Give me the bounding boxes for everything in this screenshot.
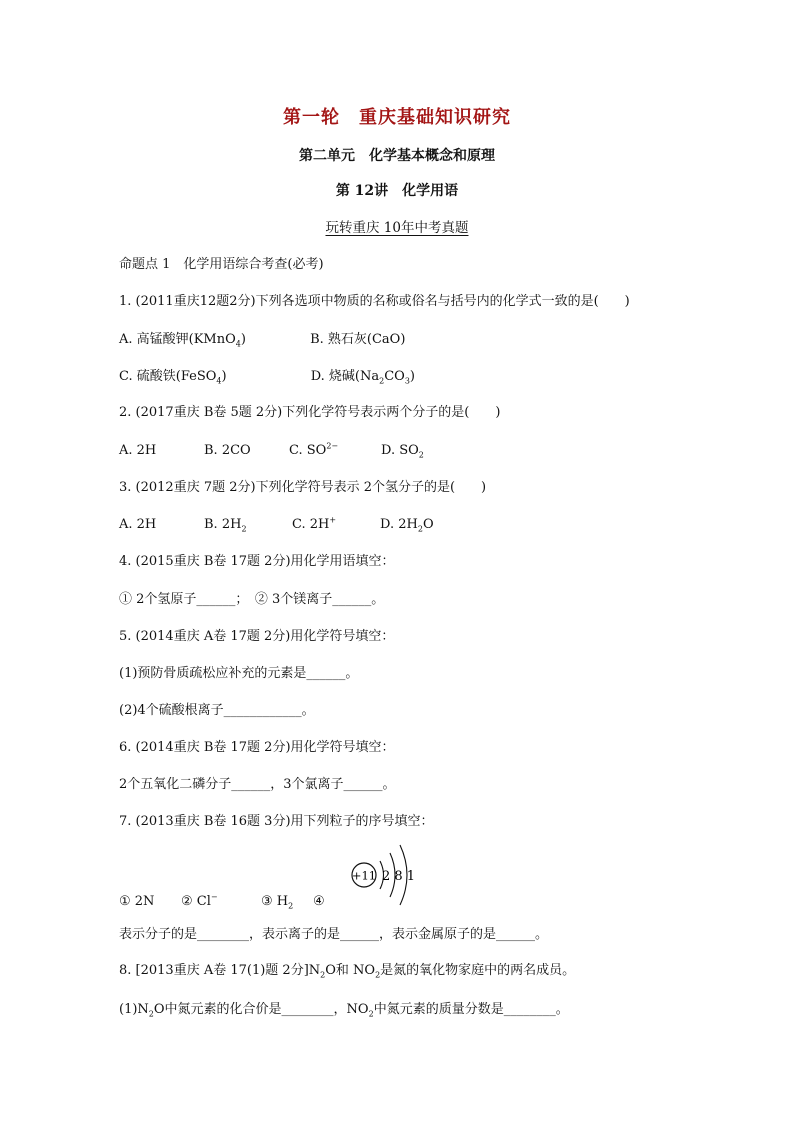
- q2-options: [119, 442, 424, 460]
- q5-stem: 5. (2014重庆 A卷 17题 2分)用化学符号填空：: [119, 629, 395, 644]
- q2-option-c-text: C. SO: [289, 443, 327, 458]
- q8-stem-sub1: 2: [320, 970, 326, 980]
- q1-option-d-text: D. 烧碱(Na: [310, 369, 380, 384]
- q7-answer-line: 表示分子的是________，表示离子的是______，表示金属原子的是______。: [119, 927, 549, 942]
- q8-part1-sub1: 2: [148, 1009, 154, 1019]
- electron-counts: 2 8 1: [382, 869, 416, 884]
- q7-option-3-sub: 2: [288, 901, 294, 911]
- topic-heading: 命题点 1 化学用语综合考查(必考): [119, 257, 324, 272]
- q1-option-d-tail: ): [409, 369, 415, 384]
- q1-option-c-text: C. 硫酸铁(FeSO: [119, 369, 217, 384]
- q3-stem: 3. (2012重庆 7题 2分)下列化学符号表示 2个氢分子的是( ): [119, 480, 487, 495]
- lecture-title: 第 12讲 化学用语: [335, 183, 459, 199]
- q8-part1-mid: O中氮元素的化合价是________，NO: [153, 1002, 369, 1017]
- q1-options-row1: [119, 331, 405, 349]
- q2-option-c-sup: 2−: [326, 441, 339, 451]
- q3-option-c-sup: +: [329, 515, 337, 525]
- unit-title: 第二单元 化学基本概念和原理: [299, 148, 495, 164]
- q7-option-2-sup: −: [210, 892, 218, 902]
- q8-part1-sub2: 2: [368, 1009, 374, 1019]
- q6-stem: 6. (2014重庆 B卷 17题 2分)用化学符号填空：: [119, 740, 395, 755]
- q3-option-d: [380, 516, 434, 534]
- q2-option-c: [289, 442, 381, 460]
- q1-option-c-sub: 4: [216, 376, 222, 386]
- q8-stem-mid: O和 NO: [325, 963, 376, 978]
- q7-options: [119, 893, 325, 911]
- q1-option-a-tail: ): [240, 332, 246, 347]
- q3-option-a: A. 2H: [119, 517, 157, 532]
- q3-option-c-text: C. 2H: [292, 517, 330, 532]
- q2-option-a: A. 2H: [119, 443, 157, 458]
- q7-option-4: ④: [313, 894, 325, 909]
- q3-option-b-sub: 2: [241, 524, 247, 534]
- q8-stem-text: 8. [2013重庆 A卷 17(1)题 2分]N: [119, 963, 321, 978]
- q8-part1: [119, 1001, 569, 1019]
- q1-stem: 1. (2011重庆12题2分)下列各选项中物质的名称或俗名与括号内的化学式一致的是( ): [119, 294, 630, 309]
- q1-option-d-sub1: 2: [379, 376, 385, 386]
- q1-option-c: [119, 368, 227, 386]
- q8-stem-sub2: 2: [375, 970, 381, 980]
- q1-option-a: [119, 331, 246, 349]
- main-title: 第一轮 重庆基础知识研究: [283, 107, 511, 128]
- section-title-text: 玩转重庆 10年中考真题: [325, 220, 469, 236]
- nucleus-charge: +11: [351, 868, 377, 883]
- q7-option-2: [181, 893, 261, 911]
- q1-option-a-sub: 4: [235, 339, 241, 349]
- q7-option-1: ① 2N: [119, 894, 155, 909]
- q5-part2: (2)4个硫酸根离子____________。: [119, 703, 315, 718]
- q2-option-b: B. 2CO: [204, 443, 251, 458]
- q3-option-b-text: B. 2H: [204, 517, 242, 532]
- q8-part1-tail: 中氮元素的质量分数是________。: [373, 1002, 569, 1017]
- q3-options: [119, 516, 434, 534]
- q3-option-d-sub: 2: [417, 524, 423, 534]
- q3-option-d-tail: O: [422, 517, 434, 532]
- q4-blanks: ① 2个氢原子______； ② 3个镁离子______。: [119, 592, 385, 607]
- q1-options-row2: [119, 368, 415, 386]
- atom-structure-diagram: [340, 835, 440, 915]
- q2-stem: 2. (2017重庆 B卷 5题 2分)下列化学符号表示两个分子的是( ): [119, 405, 501, 420]
- q2-option-d-sub: 2: [418, 450, 424, 460]
- q7-option-3: [261, 893, 313, 911]
- q2-option-d-text: D. SO: [381, 443, 419, 458]
- q8-stem: [119, 962, 575, 980]
- q3-option-c: [292, 516, 380, 534]
- q7-option-3-text: ③ H: [261, 894, 289, 909]
- q8-stem-tail: 是氮的氧化物家庭中的两名成员。: [380, 963, 576, 978]
- q2-option-d: [381, 442, 424, 460]
- q1-option-b: [310, 331, 405, 349]
- q1-option-d-sub2: 3: [404, 376, 410, 386]
- q7-stem: 7. (2013重庆 B卷 16题 3分)用下列粒子的序号填空：: [119, 814, 434, 829]
- q3-option-d-text: D. 2H: [380, 517, 418, 532]
- q1-option-b-text: B. 熟石灰(CaO): [310, 332, 406, 347]
- q1-option-c-tail: ): [221, 369, 227, 384]
- q3-option-b: [204, 516, 292, 534]
- q4-stem: 4. (2015重庆 B卷 17题 2分)用化学用语填空：: [119, 554, 395, 569]
- q1-option-d: [311, 368, 415, 386]
- q6-blanks: 2个五氧化二磷分子______，3个氯离子______。: [119, 777, 396, 792]
- section-title: [0, 216, 794, 236]
- q1-option-a-text: A. 高锰酸钾(KMnO: [119, 332, 236, 347]
- q1-option-d-mid: CO: [384, 369, 405, 384]
- q5-part1: (1)预防骨质疏松应补充的元素是______。: [119, 666, 359, 681]
- q7-option-2-text: ② Cl: [181, 894, 211, 909]
- q8-part1-text: (1)N: [119, 1002, 149, 1017]
